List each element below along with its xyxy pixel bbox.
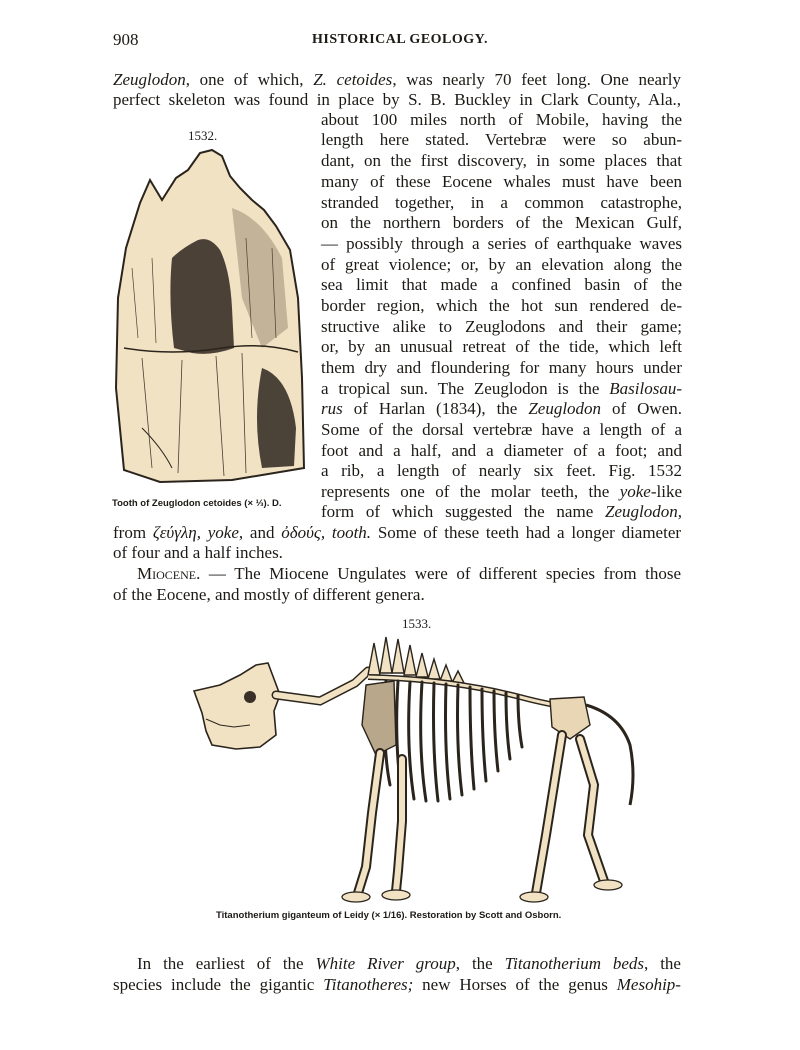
text-line: about 100 miles north of Mobile, having the	[321, 110, 682, 129]
text-line: rus of Harlan (1834), the Zeuglodon of Owen.	[321, 399, 682, 418]
text-line: a tropical sun. The Zeuglodon is the Basilosau-	[321, 379, 682, 398]
text-line: of the Eocene, and mostly of different genera.	[113, 585, 425, 604]
text-line: Miocene. — The Miocene Ungulates were of different species from those	[137, 564, 681, 583]
text-line: foot and a half, and a diameter of a foot; and	[321, 441, 682, 460]
text-line: — possibly through a series of earthquake waves	[321, 234, 682, 253]
text-line: from ζεύγλη, yoke, and ὀδούς, tooth. Some of these teeth had a longer diameter	[113, 523, 682, 542]
text-line: border region, which the hot sun rendered de-	[321, 296, 682, 315]
text-line: stranded together, in a common catastrophe,	[321, 193, 682, 212]
text-line: or, by an unusual retreat of the tide, which left	[321, 337, 682, 356]
text-line: species include the gigantic Titanotheres; new Horses of the genus Mesohip-	[113, 975, 681, 994]
text-line: them dry and floundering for many hours under	[321, 358, 682, 377]
text-line: many of these Eocene whales must have been	[321, 172, 682, 191]
figure-caption: Titanotherium giganteum of Leidy (× 1/16). Restoration by Scott and Osborn.	[216, 910, 562, 921]
tooth-illustration	[112, 148, 307, 488]
figure-number: 1533.	[402, 616, 432, 631]
text-line: of four and a half inches.	[113, 543, 283, 562]
text-line: In the earliest of the White River group, the Titanotherium beds, the	[137, 954, 681, 973]
text-line: dant, on the first discovery, in some places that	[321, 151, 682, 170]
text-line: form of which suggested the name Zeuglodon,	[321, 502, 682, 521]
text-line: Zeuglodon, one of which, Z. cetoides, was nearly 70 feet long. One nearly	[113, 70, 681, 89]
figure-number: 1532.	[188, 128, 218, 143]
text-line: of great violence; or, by an elevation along the	[321, 255, 682, 274]
text-line: sea limit that made a confined basin of the	[321, 275, 682, 294]
text-line: structive alike to Zeuglodons and their game;	[321, 317, 682, 336]
text-line: length here stated. Vertebræ were so abun-	[321, 130, 682, 149]
text-line: represents one of the molar teeth, the yoke-like	[321, 482, 682, 501]
text-line: perfect skeleton was found in place by S. B. Buckley in Clark County, Ala.,	[113, 90, 681, 109]
page-number: 908	[113, 30, 139, 49]
text-line: on the northern borders of the Mexican Gulf,	[321, 213, 682, 232]
running-head: HISTORICAL GEOLOGY.	[311, 32, 488, 47]
text-line: a rib, a length of nearly six feet. Fig. 1532	[321, 461, 682, 480]
section-heading: Miocene.	[137, 564, 201, 583]
text-line: Some of the dorsal vertebræ have a length of a	[321, 420, 682, 439]
skeleton-illustration	[190, 635, 650, 905]
figure-caption: Tooth of Zeuglodon cetoides (× ⅓). D.	[112, 498, 282, 509]
